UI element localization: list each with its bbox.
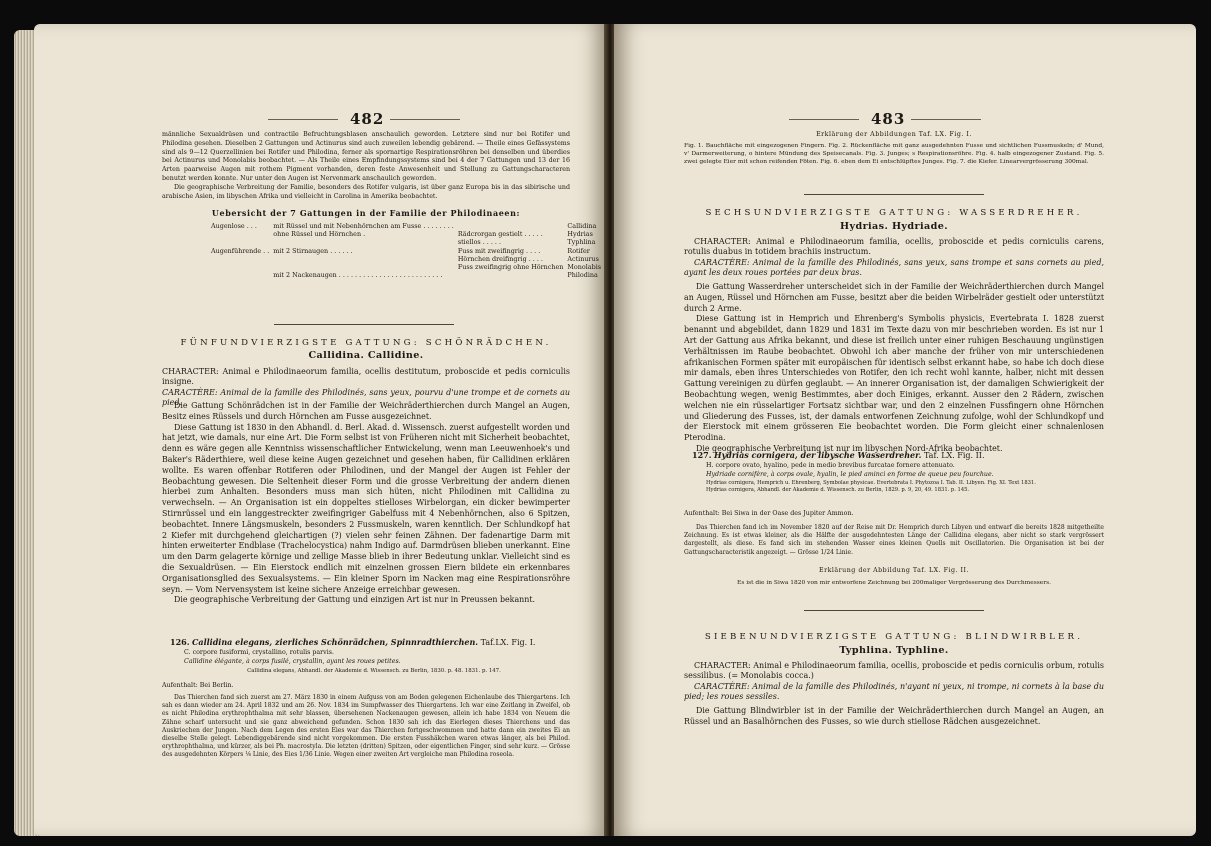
species-notes: Das Thierchen fand sich zuerst am 27. März 1830 in einem Aufguss von am Boden gelegenen Eichenlaube des Thiergartens. Ich sah es dann wieder am 24. April 1832 und am 26. Nov. 1834 im Sumpfwasser des Thiergartens. Ich war eine Zeitlang in Zweifel, ob es nicht Philodina erythrophthalma mit sehr blassen, übersehenen Nackenaugen gewesen, allein ich habe 1834 von Neuem die Zähne scharf untersucht und sie ganz abweichend gefunden. Schon 1830 sah ich das Eierlegen dieses Thierchens und das Auskriechen der Jungen. Nach dem Legen des ersten Eies war das Thierchen fortgeschwommen und hatte dann ein zweites Ei an dieselbe Stelle gelegt. Lebendiggebärende sind nicht vorgekommen. Die ersten Fusshäkchen waren etwas länger, als bei Philod. erythrophthalma, und kürzer, als bei Ph. macrostyla. Die letzten (dritten) Spitzen, oder eigentlichen Finger, sind sehr kurz. — Grösse des ausgedehnten Körpers ⅙ Linie, des Eies 1/36 Linie. Wegen einer zweiten Art vergleiche man Philodina roseola. [162,694,570,759]
book-spread [14,12,1198,840]
left-page [34,24,607,836]
explanation-title-1: Erklärung der Abbildungen Taf. LX. Fig. I. [816,131,972,138]
overview-row [209,271,603,279]
species-description: C. corpore fusiformi, crystallino, rotulis parvis. Callidine élégante, à corps fusilé, crystallin, ayant les roues petites. Callidina elegans, Abhandl. der Akademie d. Wissensch. zu Berlin, 1830. p. 48. 1831. p. 147. [184,649,501,674]
overview-genus: Philodina [567,271,598,280]
character-label: CHARACTER: [162,367,219,376]
overview-subcriterion: Hörnchen dreifingrig . . . . [457,254,543,263]
overview-row [209,222,603,230]
overview-row [209,247,603,255]
genus-name: Callidina. Callidine. [308,350,424,361]
overview-criterion: mit 2 Nackenaugen . . . . . . . . . . . . . . . . . . . . . . . . . . [273,271,443,280]
overview-subcriterion: Fuss zweifingrig ohne Hörnchen [457,263,564,272]
species-heading: 126. Callidina elegans, zierliches Schönrädchen, Spinnradthierchen. Taf.LX. Fig. I. [170,637,536,647]
explanation-1: Fig. 1. Bauchfläche mit eingezogenen Fingern. Fig. 2. Rückenfläche mit ganz ausgedehnten Fusse und sichtlichen Fussmuskeln; d' Mund, v' Darmerweiterung, o hintere Mündung des Speisecanals. Fig. 3. Junges; s Respirationsröhre. Fig. 4. halb eingezogener Zustand. Fig. 5. zwei gelegte Eier mit schon reifenden Föten. Fig. 6. eben dem Ei entschlüpftes Junges. Fig. 7. die Kiefer. Linearvergrösserung 300mal. [684,143,1104,165]
character-46: CHARACTER: Animal e Philodinaeorum familia, ocellis, proboscide et pedis corniculis carens, rotulis duabus in totidem brachiis instructum. CARACTÈRE: Animal de la famille des Philodinés, sans yeux, sans trompe et sans cornets au pied, ayant les deux roues portées par deux bras. [684,237,1105,278]
overview-criterion [271,255,456,263]
left-page-number: 482 [350,110,384,128]
overview-criterion: ohne Rüssel und Hörnchen . [273,230,366,239]
separator [274,324,454,325]
right-page-number: 483 [871,110,905,128]
overview-subcriterion [456,271,566,279]
overview-criterion [271,263,456,271]
right-page [614,24,1196,836]
overview-group: Augenführende . . [211,246,270,255]
overview-genus: Monolabis [567,263,602,272]
genus-heading-47: SIEBENUNDVIERZIGSTE GATTUNG: BLINDWIRBLER. [704,632,1084,642]
overview-genus: Callidina [567,222,597,230]
species-description-127: H. corpore ovato, hyalino, pede in medio brevibus furcatae fornere attenuato. Hydriade cornifère, à corps ovale, hyalin, le pied aminci en forme de queue peu fourchue. Hydrias cornigera, Hemprich u. Ehrenberg, Symbolae physicae. Evertebrata I. Phytozoa I. Tab. II. Libyen. Fig. XI. Text 1831. Hydrias cornigera, Abhandl. der Akademie d. Wissensch. zu Berlin, 1829. p. 9, 20, 49. 1831. p. 145. [706,462,1036,493]
overview-genus: Rotifer [567,246,590,255]
caractere-label: CARACTÈRE: [162,387,218,397]
overview-genus: Actinurus [567,254,599,263]
genus-name-46: Hydrias. Hydriade. [840,221,948,232]
overview-row [209,263,603,271]
overview-criterion: mit 2 Stirnaugen . . . . . . [273,246,353,255]
genus-heading-46: SECHSUNDVIERZIGSTE GATTUNG: WASSERDREHER. [705,208,1083,218]
overview-row [209,255,603,263]
separator [804,194,984,195]
right-body: Die Gattung Wasserdreher unterscheidet sich in der Familie der Weichräderthierchen durch Mangel an Augen, Rüssel und Hörnchen am Fusse, besitzt aber die beiden Wirbelräder gestielt oder unterstützt durch 2 Arme. Diese Gattung ist in Hemprich und Ehrenberg's Symbolis physicis, Evertebrata I. 1828 zuerst benannt und abgebildet, dann 1829 und 1831 im Texte dazu von mir beschrieben worden. Es ist nur 1 Art der Gattung aus Afrika bekannt, und diese ist freilich unter einer ruhigen Beschauung ungünstigen Verhältnissen im Raube beobachtet. Obwohl ich aber manche der früher von mir unterschiedenen afrikanischen Formen später mit europäischen für identisch selbst erkannt habe, so habe ich doch diese mir damals, eben ihres Unterschiedes von Rotifer, den ich recht wohl kannte, halber, nicht mit dessen Gattung vereinigen zu dürfen geglaubt. — An innerer Organisation ist, der damaligen Schwierigkeit der Beobachtung wegen, wenig Bestimmtes, aber doch Einiges, erkannt. Ausser den 2 Rädern, zwischen welchen nie ein rüsselartiger Fortsatz sichtbar war, und den 2 einzelnen Fussfingern ohne Hörnchen und Gliederung des Fusses, ist, der damals entworfenen Zeichnung zufolge, wohl der Schlundkopf und der Eierstock mit einem grösseren Eie beobachtet worden. Die Form gleicht einer schnalenlosen Pterodina. Die geographische Verbreitung ist nur im libyschen Nord-Afrika beobachtet. [684,282,1104,453]
genus-name-47: Typhlina. Typhline. [839,645,949,656]
overview-subcriterion: Rädcrorgan gestielt . . . . . [457,230,543,239]
overview-title: Uebersicht der 7 Gattungen in der Familie der Philodinaeen: [211,208,521,218]
overview-genus: Hydrias [567,230,593,239]
habitat-127: Aufenthalt: Bei Siwa in der Oase des Jupiter Ammon. [684,510,854,517]
caractere-text: Animal de la famille des Philodinés, sans yeux, pourvu d'une trompe et de cornets au pied. [162,387,570,408]
explanation-2: Es ist die in Siwa 1820 von mir entworfene Zeichnung bei 200maliger Vergrösserung des Durchmessers. [737,580,1051,586]
left-intro: männliche Sexualdrüsen und contractile Befruchtungsblasen anschaulich geworden. Letztere sind nur bei Rotifer und Philodina gesehen. Dieselben 2 Gattungen und Actinurus sind auch zuweilen lebendig gebärend. — Theile eines Gefässystems sind als 9—12 Querzellinien bei Rotifer und Philodina, ferner als spornartige Respirationsröhren bei denselben und überdies bei Actinurus und Monolabis beobachtet. — Als Theile eines Empfindungssystems sind bei 4 der 7 Gattungen und 13 der 16 Arten paarweise Augen mit rothem Pigment vorhanden, deren feste Anwesenheit und Stellung zu Gattungscharacteren benutzt werden konnte. Nur unter den Augen ist Nervenmark anschaulich geworden. Die geographische Verbreitung der Familie, besonders des Rotifer vulgaris, ist über ganz Europa bis in das sibirische und arabische Asien, im libyschen Afrika und vielleicht in Carolina in Amerika beobachtet. [162,131,570,200]
overview-group: Augenlose . . . [211,222,257,230]
explanation-title-2: Erklärung der Abbildung Taf. LX. Fig. II. [818,567,970,574]
character-text: Animal e Philodinaeorum familia, ocellis destitutum, proboscide et pedis corniculis insigne. [162,367,570,387]
genus-heading: FÜNFUNDVIERZIGSTE GATTUNG: SCHÖNRÄDCHEN. [180,338,552,348]
overview-subcriterion [456,222,566,230]
overview-subcriterion: Fuss mit zweifingrig . . . . [457,246,541,255]
overview-row [209,230,603,238]
species-heading-127: 127. Hydrias cornigera, der libysche Wasserdreher. Taf. LX. Fig. II. [692,450,985,460]
overview-table [209,222,602,280]
species-notes-127: Das Thierchen fand ich im November 1820 auf der Reise mit Dr. Hemprich durch Libyen und entwarf die bereits 1828 mitgetheilte Zeichnung. Es ist etwas kleiner, als die Hälfte der ausgedehntesten Länge der Callidina elegans, aber nicht so stark vergrössert dargestellt, als diese. Es fand sich im stehenden Wasser eines kleinen Quells mit Oscillatorien. Die Organisation ist bei der Gattungscharacteristik angezeigt. — Grösse 1/24 Linie. [684,524,1104,556]
overview-subcriterion: stiellos . . . . . [457,238,502,247]
overview-row [209,238,603,246]
character-47: CHARACTER: Animal e Philodinaeorum familia, ocellis, proboscide et pedis corniculis orbum, rotulis sessilibus. (= Monolabis cocca.) CARACTÈRE: Animal de la famille des Philodinés, n'ayant ni yeux, ni trompe, ni cornets à la base du pied; les roues sessiles. [684,661,1104,702]
separator [804,610,984,611]
overview-criterion: mit Rüssel und mit Nebenhörnchen am Fusse . . . . . . . . [273,222,454,230]
left-body: Die Gattung Schönrädchen ist in der Familie der Weichräderthierchen durch Mangel an Augen, Besitz eines Rüssels und durch Hörnchen am Fusse ausgezeichnet. Diese Gattung ist 1830 in den Abhandl. d. Berl. Akad. d. Wissensch. zuerst aufgestellt worden und hat jetzt, wie damals, nur eine Art. Die Form selbst ist von Früheren nicht mit Sicherheit beobachtet, denn es wäre gegen alle Kenntniss wissenschaftlicher Entwickelung, wenn man Leeuwenhoek's und Baker's Räderthiere, weil diese keine Augen gezeichnet und gesehen haben, für Callidinen erklären wollte. Es waren offenbar Rotiferen oder Philodinen, und der Mangel der Augen ist Fehler der Beobachtung gewesen. Die Seltenheit dieser Form und die grosse Verbreitung der andern dienen hierbei zum Anhalten. Besonders muss man sich hüten, nicht Philodinen mit Callidina zu verwechseln. — An Organisation ist ein doppeltes stielloses Wirbelorgan, ein dicker bewimperter Stirnrüssel und ein langgestreckter zweifingriger Gabelfuss mit 4 Nebenhörnchen, also 6 Spitzen, beobachtet. Innere Längsmuskeln, besonders 2 Fussmuskeln, waren kenntlich. Der Schlundkopf hat 2 Kiefer mit durchgehend gleichartigen (?) vielen sehr feinen Zähnen. Der fadenartige Darm mit hinten erweiterter Endblase (Trachelocystica) nahm Indigo auf. Darmdrüsen blieben unerkannt. Eine um den Darm gelagerte körnige und zellige Masse blieb in ihrer Bedeutung unklar. Vielleicht sind es die Sexualdrüsen. — Ein Eierstock endlich mit einzelnen grossen Eiern bildete ein erkennbares Organisationsglied des Sexualsystems. — Ein kleiner Sporn im Nacken mag eine Respirationsröhre seyn. — Vom Nervensystem ist keine sichere Anzeige erreichbar gewesen. Die geographische Verbreitung der Gattung und einzigen Art ist nur in Preussen bekannt. [162,401,570,605]
overview-genus: Typhlina [567,238,596,247]
right-body-2: Die Gattung Blindwirbler ist in der Familie der Weichräderthierchen durch Mangel an Augen, an Rüssel und an Basalhörnchen des Fusses, so wie durch stiellose Rädchen ausgezeichnet. [684,706,1104,726]
habitat: Aufenthalt: Bei Berlin. [162,682,234,689]
overview-criterion [271,238,456,246]
